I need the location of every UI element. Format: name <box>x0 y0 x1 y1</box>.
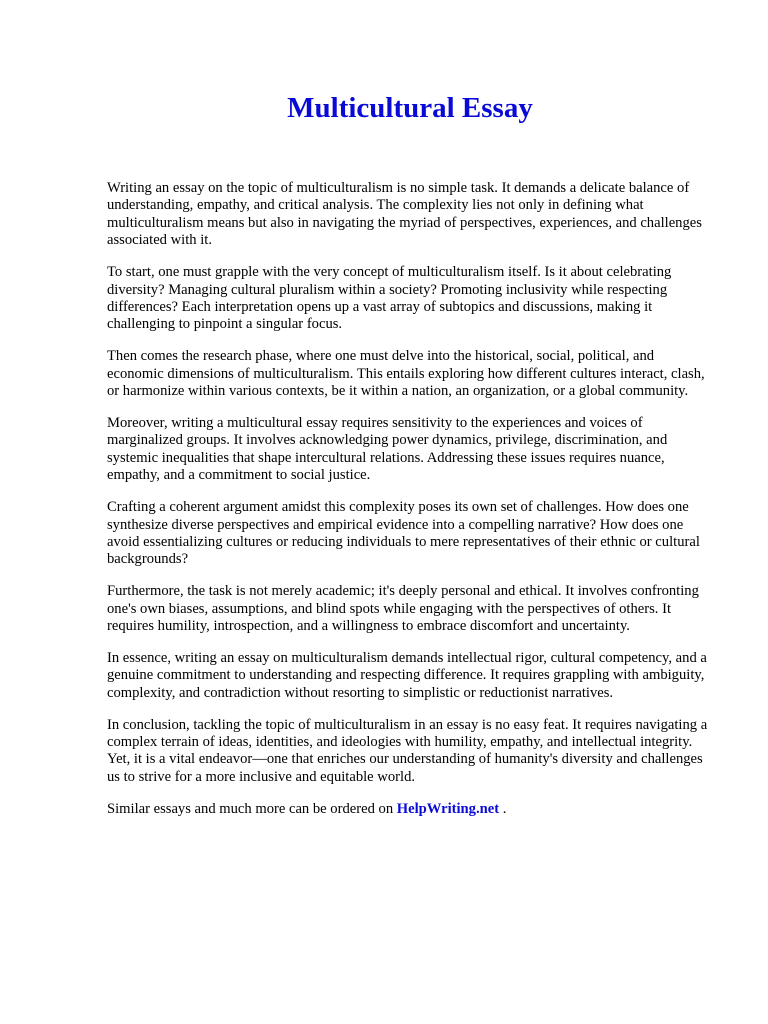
paragraph-4: Moreover, writing a multicultural essay requires sensitivity to the experiences and voices of marginalized groups. It involves acknowledging power dynamics, privilege, discrimination, and systemic inequalities that shape intercultural relations. Addressing these issues requires nuance, empathy, and a commitment to social justice. <box>107 414 668 484</box>
paragraph-7: In essence, writing an essay on multiculturalism demands intellectual rigor, cultural competency, and a genuine commitment to understanding and respecting difference. It requires grappling with ambiguity, complexity, and contradiction without resorting to simplistic or reductionist narratives. <box>107 649 707 701</box>
paragraph-2: To start, one must grapple with the very concept of multiculturalism itself. Is it about celebrating diversity? Managing cultural pluralism within a society? Promoting inclusivity while respecting differences? Each interpretation opens up a vast array of subtopics and discussions, making it challenging to pinpoint a singular focus. <box>107 264 672 333</box>
paragraph-8: In conclusion, tackling the topic of multiculturalism in an essay is no easy feat. It requires navigating a complex terrain of ideas, identities, and ideologies with humility, empathy, and intellectual integrity. Yet, it is a vital endeavor—one that enriches our understanding of humanity's diversity and challenges us to strive for a more inclusive and equitable world. <box>107 716 708 785</box>
paragraph-5: Crafting a coherent argument amidst this complexity poses its own set of challenges. How does one synthesize diverse perspectives and empirical evidence into a compelling narrative? How does one avoid essentializing cultures or reducing individuals to mere representatives of their ethnic or cultural backgrounds? <box>107 499 700 568</box>
helpwriting-link[interactable]: HelpWriting.net <box>396 800 500 817</box>
footer-line <box>107 801 712 818</box>
page-title: Multicultural Essay <box>287 92 533 124</box>
footer-prefix: Similar essays and much more can be ordered on <box>107 800 397 817</box>
footer-suffix: . <box>499 800 507 817</box>
paragraph-6: Furthermore, the task is not merely academic; it's deeply personal and ethical. It involves confronting one's own biases, assumptions, and blind spots while engaging with the perspectives of others. It requires humility, introspection, and a willingness to embrace discomfort and uncertainty. <box>107 583 699 635</box>
paragraph-3: Then comes the research phase, where one must delve into the historical, social, political, and economic dimensions of multiculturalism. This entails exploring how different cultures interact, clash, or harmonize within various contexts, be it within a nation, an organization, or a global community. <box>107 348 705 400</box>
essay-body <box>107 180 712 833</box>
paragraph-1: Writing an essay on the topic of multiculturalism is no simple task. It demands a delicate balance of understanding, empathy, and critical analysis. The complexity lies not only in defining what multiculturalism means but also in navigating the myriad of perspectives, experiences, and challenges associated with it. <box>107 180 702 249</box>
